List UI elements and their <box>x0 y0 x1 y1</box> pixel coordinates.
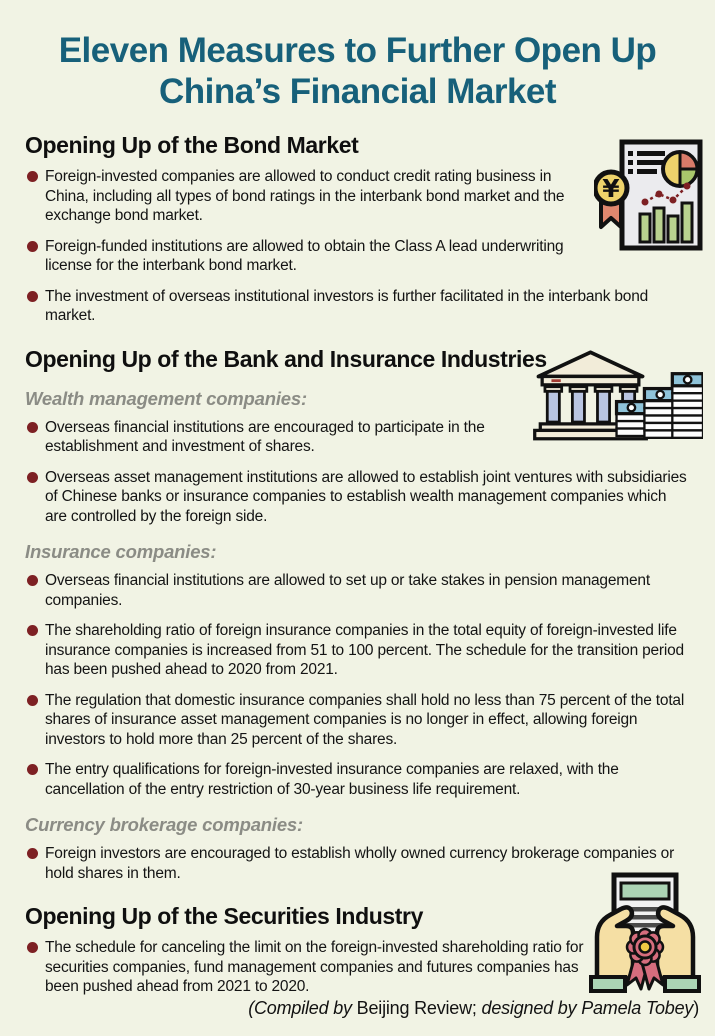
bullet-item <box>25 571 690 610</box>
bullet-item <box>25 468 690 527</box>
bullet-dot <box>27 241 38 252</box>
bullet-item <box>25 621 690 680</box>
svg-text:¥: ¥ <box>602 174 620 203</box>
subheading-insurance-companies: Insurance companies: <box>25 541 217 562</box>
subheading-wealth-management: Wealth management companies: <box>25 387 307 409</box>
bullet-dot <box>27 625 38 636</box>
credit-compiled-by: (Compiled by <box>248 998 357 1018</box>
bullet-text: Foreign-funded institutions are allowed to obtain the Class A lead underwriting license for the interbank bond market. <box>45 237 564 274</box>
title-line-2: China’s Financial Market <box>158 72 557 111</box>
bullet-dot <box>27 472 38 483</box>
bullet-item <box>25 760 690 799</box>
title-line-1: Eleven Measures to Further Open Up <box>58 31 657 70</box>
hands-holding-certificate-icon <box>583 871 707 995</box>
bullet-item <box>25 167 690 226</box>
bullet-item <box>25 287 690 326</box>
bullet-dot <box>27 575 38 586</box>
bullet-dot <box>27 764 38 775</box>
page-title <box>33 30 682 112</box>
credit-paren-close: ) <box>693 998 699 1018</box>
credit-publisher: Beijing Review; <box>356 998 482 1018</box>
credit-line <box>248 998 699 1019</box>
bullet-text: The entry qualifications for foreign-invested insurance companies are relaxed, with the cancellation of the entry restriction of 30-year business life requirement. <box>45 761 619 798</box>
bullet-dot <box>27 695 38 706</box>
bullet-text: Overseas financial institutions are encouraged to participate in the establishment and investment of shares. <box>45 418 485 455</box>
bullet-text: Overseas financial institutions are allowed to set up or take stakes in pension management companies. <box>45 572 650 609</box>
bullet-text: The investment of overseas institutional investors is further facilitated in the interbank bond market. <box>45 287 649 324</box>
bullet-text: Foreign-invested companies are allowed to conduct credit rating business in China, including all types of bond ratings in the interbank bond market and the exchange bond market. <box>45 168 565 224</box>
subheading-currency-brokerage: Currency brokerage companies: <box>25 814 303 835</box>
bullet-text: The regulation that domestic insurance companies shall hold no less than 75 percent of the total shares of insurance asset management companies is no longer in effect, allowing foreign investors to hold more than 25 percent of the shares. <box>45 691 685 748</box>
bullet-item <box>25 691 690 750</box>
bullet-dot <box>27 422 38 433</box>
bullet-dot <box>27 848 38 859</box>
bullet-dot <box>27 942 38 953</box>
financial-report-yuan-medal-icon <box>594 139 704 251</box>
bullet-text: The schedule for canceling the limit on the foreign-invested shareholding ratio for securities companies, fund management companies and futures companies has been pushed ahead from 2021 to 2020. <box>45 939 584 995</box>
credit-designed-by: designed by Pamela Tobey <box>481 998 694 1018</box>
section-heading-bond-market: Opening Up of the Bond Market <box>25 132 359 158</box>
bullet-dot <box>27 291 38 302</box>
bank-building-coin-stacks-icon <box>531 347 703 445</box>
section-heading-bank-insurance: Opening Up of the Bank and Insurance Industries <box>25 345 547 372</box>
bullet-item <box>25 237 690 276</box>
bullet-text: Foreign investors are encouraged to establish wholly owned currency brokerage companies or hold shares in them. <box>45 845 675 882</box>
section-heading-securities: Opening Up of the Securities Industry <box>25 903 423 929</box>
bullet-text: The shareholding ratio of foreign insurance companies in the total equity of foreign-invested life insurance companies is increased from 51 to 100 percent. The schedule for the transition period has been pushed ahead to 2020 from 2021. <box>45 622 684 678</box>
bullet-text: Overseas asset management institutions are allowed to establish joint ventures with subsidiaries of Chinese banks or insurance companies to establish wealth management companies which are controlled by the foreign side. <box>45 468 687 525</box>
bullet-dot <box>27 171 38 182</box>
